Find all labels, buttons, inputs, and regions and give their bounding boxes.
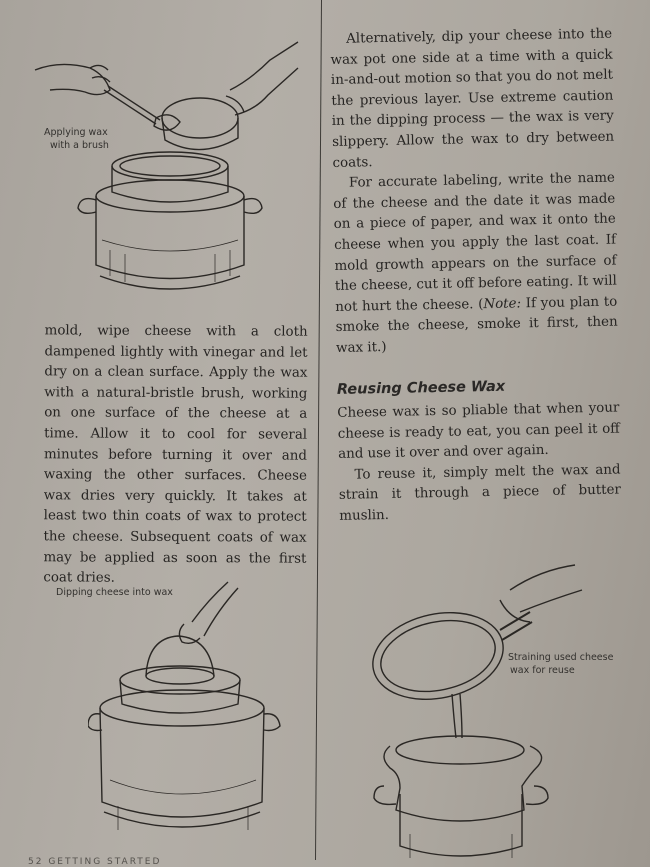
p2-end: If you plan to smoke the cheese, smoke it first, then wax it.) — [335, 294, 618, 356]
p2-start: For accurate labeling, write the name of the cheese and the date it was made on a piece of paper, and wax it onto the cheese when you apply the last coat. If mold growth appears on the surface of the cheese, cut it off before eating. It will not hurt the cheese. ( — [333, 170, 618, 315]
brush-caption — [44, 126, 109, 152]
brush-caption-line1: Applying wax — [44, 127, 108, 138]
right-column-text — [330, 25, 622, 528]
straining-caption-line1: Straining used cheese — [508, 652, 614, 663]
right-paragraph-4: To reuse it, simply melt the wax and strain it through a piece of butter muslin. — [338, 462, 622, 524]
section-heading: Reusing Cheese Wax — [336, 378, 506, 398]
straining-illustration — [360, 560, 650, 867]
dipping-caption: Dipping cheese into wax — [56, 587, 173, 598]
right-paragraph-2 — [333, 169, 619, 360]
right-paragraph-3: Cheese wax is so pliable that when your cheese is ready to eat, you can peel it off and use it over and over again. — [337, 400, 620, 463]
brush-wax-illustration — [30, 40, 300, 300]
dipping-illustration — [88, 580, 288, 852]
left-paragraph: mold, wipe cheese with a cloth dampened lightly with vinegar and let dry on a clean surface. Apply the wax with a natural-bristle brush, working on one surface of the cheese at a time. Allow it to cool for several minutes before turning it over and waxing the other surfaces. Cheese wax dries very quickly. It takes at least two thin coats of wax to protect the cheese. Subsequent coats of wax may be applied as soon as the first coat dries. — [43, 323, 308, 586]
straining-caption — [508, 651, 613, 677]
p2-note: Note: — [483, 296, 522, 312]
column-divider — [315, 0, 322, 860]
page-footer: 52 GETTING STARTED — [28, 857, 162, 867]
left-column-text — [43, 321, 307, 590]
brush-caption-line2: with a brush — [50, 140, 109, 151]
straining-caption-line2: wax for reuse — [510, 665, 575, 676]
right-paragraph-1: Alternatively, dip your cheese into the wax pot one side at a time with a quick in-and-out motion so that you do not melt the previous layer. Use extreme caution in the dipping process — the wax is very slippery. Allow the wax to dry between coats. — [330, 26, 615, 171]
